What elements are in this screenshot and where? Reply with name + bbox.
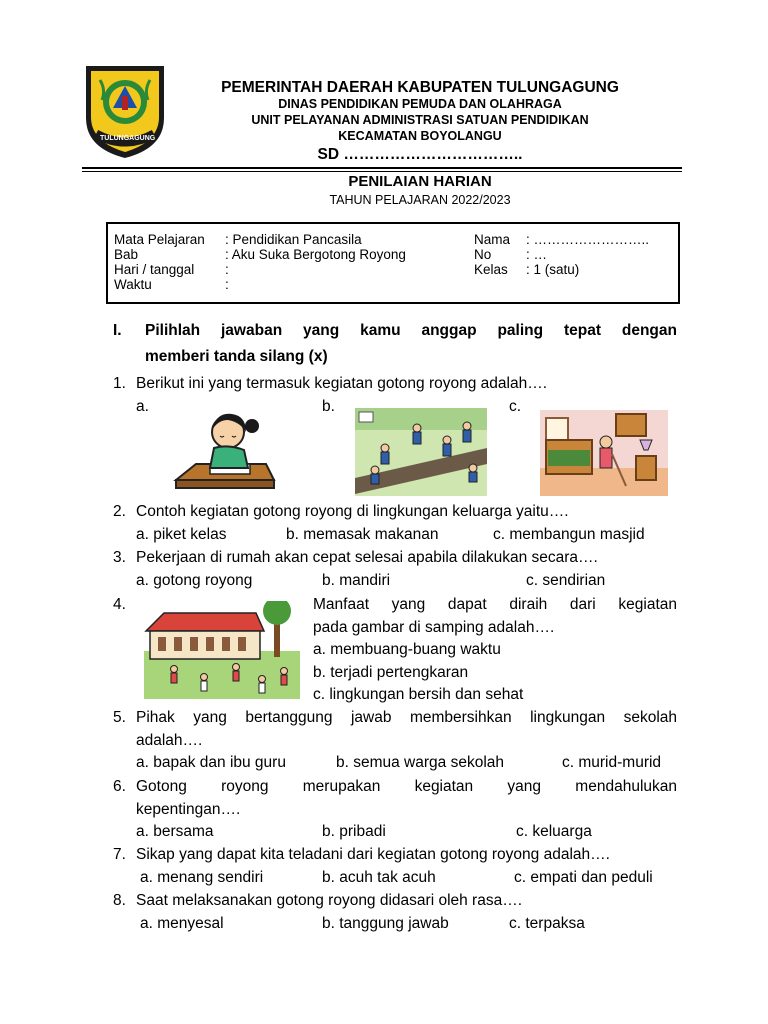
q8-number: 8.: [113, 892, 126, 909]
header-unit: UNIT PELAYANAN ADMINISTRASI SATUAN PENDIDIKAN: [251, 113, 589, 127]
q6-option-c[interactable]: c. keluarga: [516, 823, 592, 840]
q5-option-b[interactable]: b. semua warga sekolah: [336, 754, 505, 771]
q2-option-c[interactable]: c. membangun masjid: [493, 526, 645, 543]
q3-option-a[interactable]: a. gotong royong: [136, 572, 253, 589]
q7-option-c[interactable]: c. empati dan peduli: [514, 869, 653, 886]
exam-title: PENILAIAN HARIAN: [348, 173, 492, 190]
q8-option-b[interactable]: b. tanggung jawab: [322, 915, 449, 932]
q1-image-community-work: [355, 408, 487, 496]
q6-number: 6.: [113, 778, 126, 795]
q3-option-c[interactable]: c. sendirian: [526, 572, 606, 589]
q1-text: Berikut ini yang termasuk kegiatan gotong royong adalah….: [136, 375, 547, 392]
q6-option-a[interactable]: a. bersama: [136, 823, 214, 840]
subject-label: Mata Pelajaran: [114, 232, 205, 247]
q4-image-school-cleanup: [144, 601, 300, 699]
header-rule-thin: [82, 171, 682, 172]
q3-text: Pekerjaan di rumah akan cepat selesai apabila dilakukan secara….: [136, 549, 598, 566]
q6-text-line2: kepentingan….: [136, 801, 241, 818]
time-value: :: [225, 277, 229, 292]
chapter-label: Bab: [114, 247, 139, 262]
q3-option-b[interactable]: b. mandiri: [322, 572, 391, 589]
q5-text-line1: Pihak yang bertanggung jawab membersihkan lingkungan sekolah: [136, 709, 677, 726]
number-value: : …: [526, 247, 548, 262]
q8-option-c[interactable]: c. terpaksa: [509, 915, 585, 932]
student-info-box: [106, 222, 680, 304]
subject-value: : Pendidikan Pancasila: [225, 232, 362, 247]
number-label: No: [474, 247, 492, 262]
date-value: :: [225, 262, 229, 277]
header-rule-thick: [82, 167, 682, 169]
section-instruction-line2: memberi tanda silang (x): [145, 348, 328, 365]
q1-image-bedroom-sweeping: [540, 410, 668, 496]
q2-option-b[interactable]: b. memasak makanan: [286, 526, 439, 543]
q4-number: 4.: [113, 596, 126, 613]
section-number: I.: [113, 322, 122, 339]
q5-text-line2: adalah….: [136, 732, 203, 749]
logo-text: TULUNGAGUNG: [100, 135, 156, 142]
q4-option-b[interactable]: b. terjadi pertengkaran: [313, 664, 469, 681]
regency-logo: [82, 62, 168, 160]
header-agency: DINAS PENDIDIKAN PEMUDA DAN OLAHRAGA: [278, 97, 562, 111]
q6-option-b[interactable]: b. pribadi: [322, 823, 386, 840]
class-label: Kelas: [474, 262, 508, 277]
q2-text: Contoh kegiatan gotong royong di lingkungan keluarga yaitu….: [136, 503, 569, 520]
q1-option-b[interactable]: b.: [322, 398, 335, 415]
class-value: : 1 (satu): [526, 262, 580, 277]
q8-option-a[interactable]: a. menyesal: [140, 915, 224, 932]
time-label: Waktu: [114, 277, 152, 292]
exam-year: TAHUN PELAJARAN 2022/2023: [329, 193, 511, 207]
q7-text: Sikap yang dapat kita teladani dari kegiatan gotong royong adalah….: [136, 846, 610, 863]
q1-option-a[interactable]: a.: [136, 398, 149, 415]
q5-option-a[interactable]: a. bapak dan ibu guru: [136, 754, 286, 771]
q7-option-b[interactable]: b. acuh tak acuh: [322, 869, 436, 886]
name-value: : ……………………..: [526, 232, 650, 247]
q4-option-c[interactable]: c. lingkungan bersih dan sehat: [313, 686, 524, 703]
q5-number: 5.: [113, 709, 126, 726]
q6-text-line1: Gotong royong merupakan kegiatan yang mendahulukan: [136, 778, 677, 795]
header-school: SD ……………………………..: [317, 146, 523, 163]
q1-image-girl-writing: [170, 408, 280, 492]
q4-text-line1: Manfaat yang dapat diraih dari kegiatan: [313, 596, 677, 613]
section-instruction-line1: Pilihlah jawaban yang kamu anggap paling tepat dengan: [145, 322, 677, 339]
date-label: Hari / tanggal: [114, 262, 195, 277]
chapter-value: : Aku Suka Bergotong Royong: [225, 247, 406, 262]
header-district: KECAMATAN BOYOLANGU: [338, 129, 502, 143]
q4-text-line2: pada gambar di samping adalah….: [313, 619, 555, 636]
q7-number: 7.: [113, 846, 126, 863]
name-label: Nama: [474, 232, 511, 247]
q2-option-a[interactable]: a. piket kelas: [136, 526, 227, 543]
q4-option-a[interactable]: a. membuang-buang waktu: [313, 641, 501, 658]
q7-option-a[interactable]: a. menang sendiri: [140, 869, 264, 886]
q8-text: Saat melaksanakan gotong royong didasari oleh rasa….: [136, 892, 523, 909]
q1-number: 1.: [113, 375, 126, 392]
q5-option-c[interactable]: c. murid-murid: [562, 754, 662, 771]
q3-number: 3.: [113, 549, 126, 566]
header-government: PEMERINTAH DAERAH KABUPATEN TULUNGAGUNG: [221, 79, 619, 96]
q2-number: 2.: [113, 503, 126, 520]
q1-option-c[interactable]: c.: [509, 398, 522, 415]
